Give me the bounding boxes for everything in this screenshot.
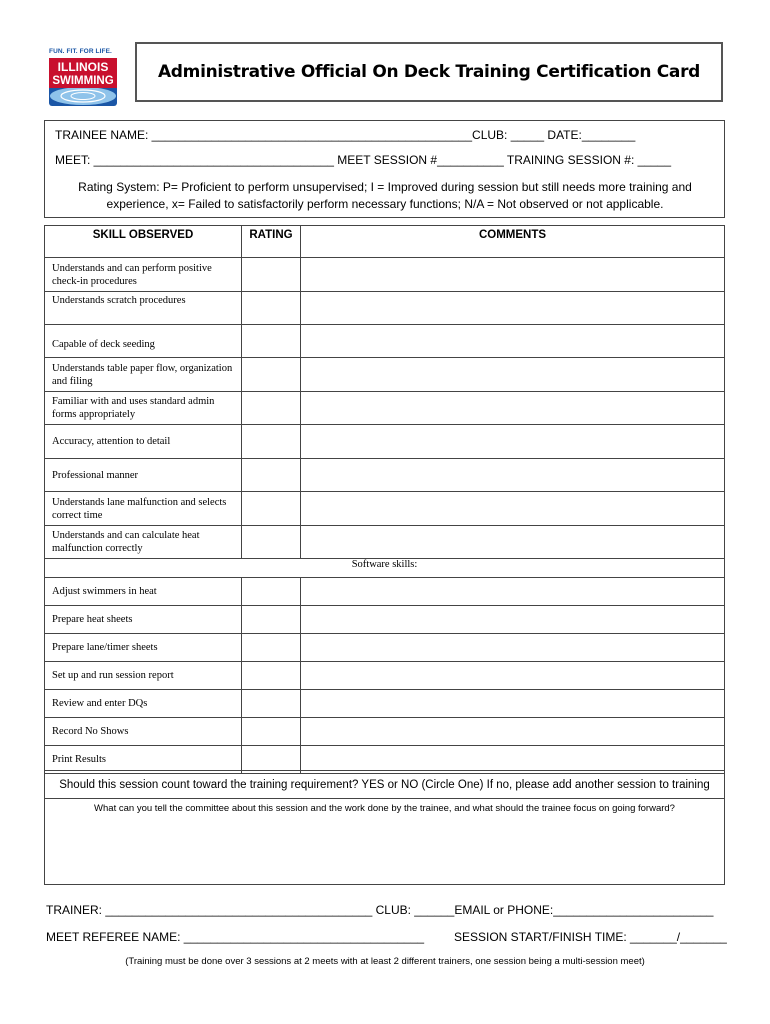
software-skills-label: Software skills: xyxy=(45,559,725,578)
table-row xyxy=(45,492,725,526)
rating-cell[interactable] xyxy=(242,392,301,425)
skill-label: Prepare lane/timer sheets xyxy=(45,634,242,662)
skill-label: Understands and can perform positive check-in procedures xyxy=(45,258,242,292)
comments-cell[interactable] xyxy=(301,292,725,325)
comments-cell[interactable] xyxy=(301,690,725,718)
col-comments: COMMENTS xyxy=(301,226,725,258)
trainee-info-box xyxy=(44,120,725,218)
comments-cell[interactable] xyxy=(301,662,725,690)
comments-cell[interactable] xyxy=(301,358,725,392)
comments-cell[interactable] xyxy=(301,634,725,662)
svg-text:SWIMMING: SWIMMING xyxy=(52,75,114,87)
section-row xyxy=(45,559,725,578)
table-row xyxy=(45,718,725,746)
session-times-line[interactable]: SESSION START/FINISH TIME: _______/_______ xyxy=(454,930,727,944)
svg-text:ILLINOIS: ILLINOIS xyxy=(57,60,109,74)
meet-referee-name-line[interactable]: MEET REFEREE NAME: ____________________________________ xyxy=(46,930,425,944)
table-row xyxy=(45,690,725,718)
page-title: Administrative Official On Deck Training Certification Card xyxy=(157,62,701,82)
rating-cell[interactable] xyxy=(242,459,301,492)
count-session-question xyxy=(44,770,725,798)
trainee-name-line[interactable]: TRAINEE NAME: ________________________________________________CLUB: _____ DATE:________ xyxy=(55,128,636,142)
table-row xyxy=(45,578,725,606)
table-row xyxy=(45,425,725,459)
comments-cell[interactable] xyxy=(301,526,725,559)
table-row xyxy=(45,662,725,690)
rating-cell[interactable] xyxy=(242,634,301,662)
skill-label: Understands lane malfunction and selects correct time xyxy=(45,492,242,526)
table-row xyxy=(45,526,725,559)
skill-label: Prepare heat sheets xyxy=(45,606,242,634)
rating-cell[interactable] xyxy=(242,325,301,358)
count-session-question-text[interactable]: Should this session count toward the training requirement? YES or NO (Circle One) If no, please add another session to training xyxy=(59,778,710,791)
skill-label: Understands table paper flow, organization and filing xyxy=(45,358,242,392)
committee-comments-box[interactable] xyxy=(44,798,725,885)
table-row xyxy=(45,606,725,634)
illinois-swimming-logo xyxy=(46,48,120,106)
skill-label: Record No Shows xyxy=(45,718,242,746)
committee-comments-prompt: What can you tell the committee about this session and the work done by the trainee, and what should the trainee focus on going forward? xyxy=(94,803,675,814)
skill-label: Professional manner xyxy=(45,459,242,492)
title-box xyxy=(135,42,723,102)
skill-label: Understands and can calculate heat malfunction correctly xyxy=(45,526,242,559)
col-rating: RATING xyxy=(242,226,301,258)
skill-label: Accuracy, attention to detail xyxy=(45,425,242,459)
skills-table xyxy=(44,225,725,774)
skill-label: Capable of deck seeding xyxy=(45,325,242,358)
comments-cell[interactable] xyxy=(301,392,725,425)
skill-label: Review and enter DQs xyxy=(45,690,242,718)
comments-cell[interactable] xyxy=(301,606,725,634)
table-row xyxy=(45,459,725,492)
skill-label: Familiar with and uses standard admin forms appropriately xyxy=(45,392,242,425)
logo-wave-icon xyxy=(46,56,120,108)
rating-cell[interactable] xyxy=(242,578,301,606)
rating-cell[interactable] xyxy=(242,358,301,392)
comments-cell[interactable] xyxy=(301,425,725,459)
rating-system-text: Rating System: P= Proficient to perform unsupervised; I = Improved during session but still needs more training and experience, x= Failed to satisfactorily perform necessary functions; N/A = Not observed or not applicable. xyxy=(78,180,692,211)
trainer-line[interactable]: TRAINER: ________________________________________ CLUB: ______EMAIL or PHONE:________________________ xyxy=(46,903,714,917)
table-row xyxy=(45,358,725,392)
table-row xyxy=(45,392,725,425)
rating-cell[interactable] xyxy=(242,606,301,634)
logo-tagline: FUN. FIT. FOR LIFE. xyxy=(49,48,112,55)
rating-cell[interactable] xyxy=(242,690,301,718)
rating-cell[interactable] xyxy=(242,718,301,746)
skill-label: Adjust swimmers in heat xyxy=(45,578,242,606)
rating-cell[interactable] xyxy=(242,662,301,690)
rating-cell[interactable] xyxy=(242,492,301,526)
table-row xyxy=(45,325,725,358)
skill-label: Set up and run session report xyxy=(45,662,242,690)
table-row xyxy=(45,258,725,292)
comments-cell[interactable] xyxy=(301,718,725,746)
comments-cell[interactable] xyxy=(301,578,725,606)
rating-cell[interactable] xyxy=(242,526,301,559)
rating-cell[interactable] xyxy=(242,425,301,459)
table-row xyxy=(45,292,725,325)
col-skill-observed: SKILL OBSERVED xyxy=(45,226,242,258)
comments-cell[interactable] xyxy=(301,492,725,526)
training-note: (Training must be done over 3 sessions at 2 meets with at least 2 different trainers, one session being a multi-session meet) xyxy=(125,956,645,967)
skill-label: Print Results xyxy=(45,746,242,774)
comments-cell[interactable] xyxy=(301,459,725,492)
comments-cell[interactable] xyxy=(301,258,725,292)
meet-line[interactable]: MEET: ____________________________________ MEET SESSION #__________ TRAINING SESSION #: _____ xyxy=(55,153,671,167)
table-row xyxy=(45,634,725,662)
rating-cell[interactable] xyxy=(242,258,301,292)
comments-cell[interactable] xyxy=(301,325,725,358)
rating-cell[interactable] xyxy=(242,292,301,325)
table-header-row xyxy=(45,226,725,258)
skill-label: Understands scratch procedures xyxy=(45,292,242,325)
